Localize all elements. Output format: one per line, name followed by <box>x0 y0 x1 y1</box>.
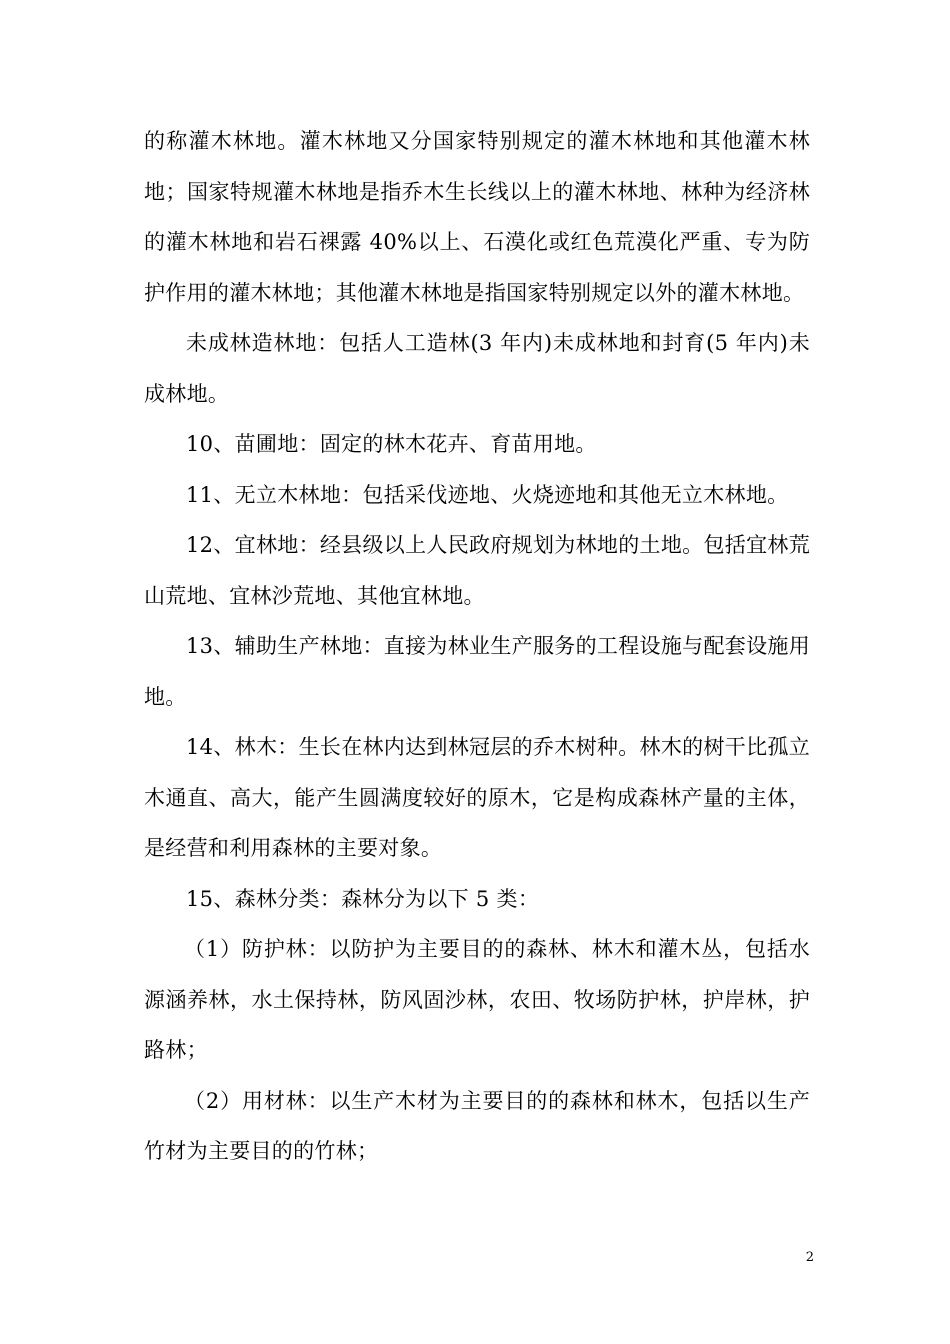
paragraph-timber-forest: （2）用材林：以生产木材为主要目的的森林和林木，包括以生产竹材为主要目的的竹林； <box>144 1088 810 1163</box>
paragraph-nursery-land: 10、苗圃地：固定的林木花卉、育苗用地。 <box>186 432 597 456</box>
paragraph-forest-trees: 14、林木：生长在林内达到林冠层的乔木树种。林木的树干比孤立木通直、高大，能产生圆满度较好的原木，它是构成森林产量的主体，是经营和利用森林的主要对象。 <box>144 735 810 860</box>
document-body <box>144 116 810 1177</box>
paragraph-unestablished-forest: 未成林造林地：包括人工造林(3 年内)未成林地和封育(5 年内)未成林地。 <box>144 331 810 406</box>
paragraph-forest-classification: 15、森林分类：森林分为以下 5 类： <box>186 886 540 911</box>
paragraph-shrubland-continued: 的称灌木林地。灌木林地又分国家特别规定的灌木林地和其他灌木林地；国家特规灌木林地是指乔木生长线以上的灌木林地、林种为经济林的灌木林地和岩石裸露 40%以上、石漠化或红色荒漠化严重、专为防护作用的灌木林地；其他灌木林地是指国家特别规定以外的灌木林地。 <box>144 129 810 305</box>
paragraph-suitable-forest-land: 12、宜林地：经县级以上人民政府规划为林地的土地。包括宜林荒山荒地、宜林沙荒地、其他宜林地。 <box>144 533 810 608</box>
page-number: 2 <box>805 1250 814 1265</box>
paragraph-protection-forest: （1）防护林：以防护为主要目的的森林、林木和灌木丛，包括水源涵养林，水土保持林，防风固沙林，农田、牧场防护林，护岸林，护路林； <box>144 937 810 1062</box>
paragraph-auxiliary-production-land: 13、辅助生产林地：直接为林业生产服务的工程设施与配套设施用地。 <box>144 634 810 709</box>
paragraph-treeless-forest-land: 11、无立木林地：包括采伐迹地、火烧迹地和其他无立木林地。 <box>186 482 789 507</box>
